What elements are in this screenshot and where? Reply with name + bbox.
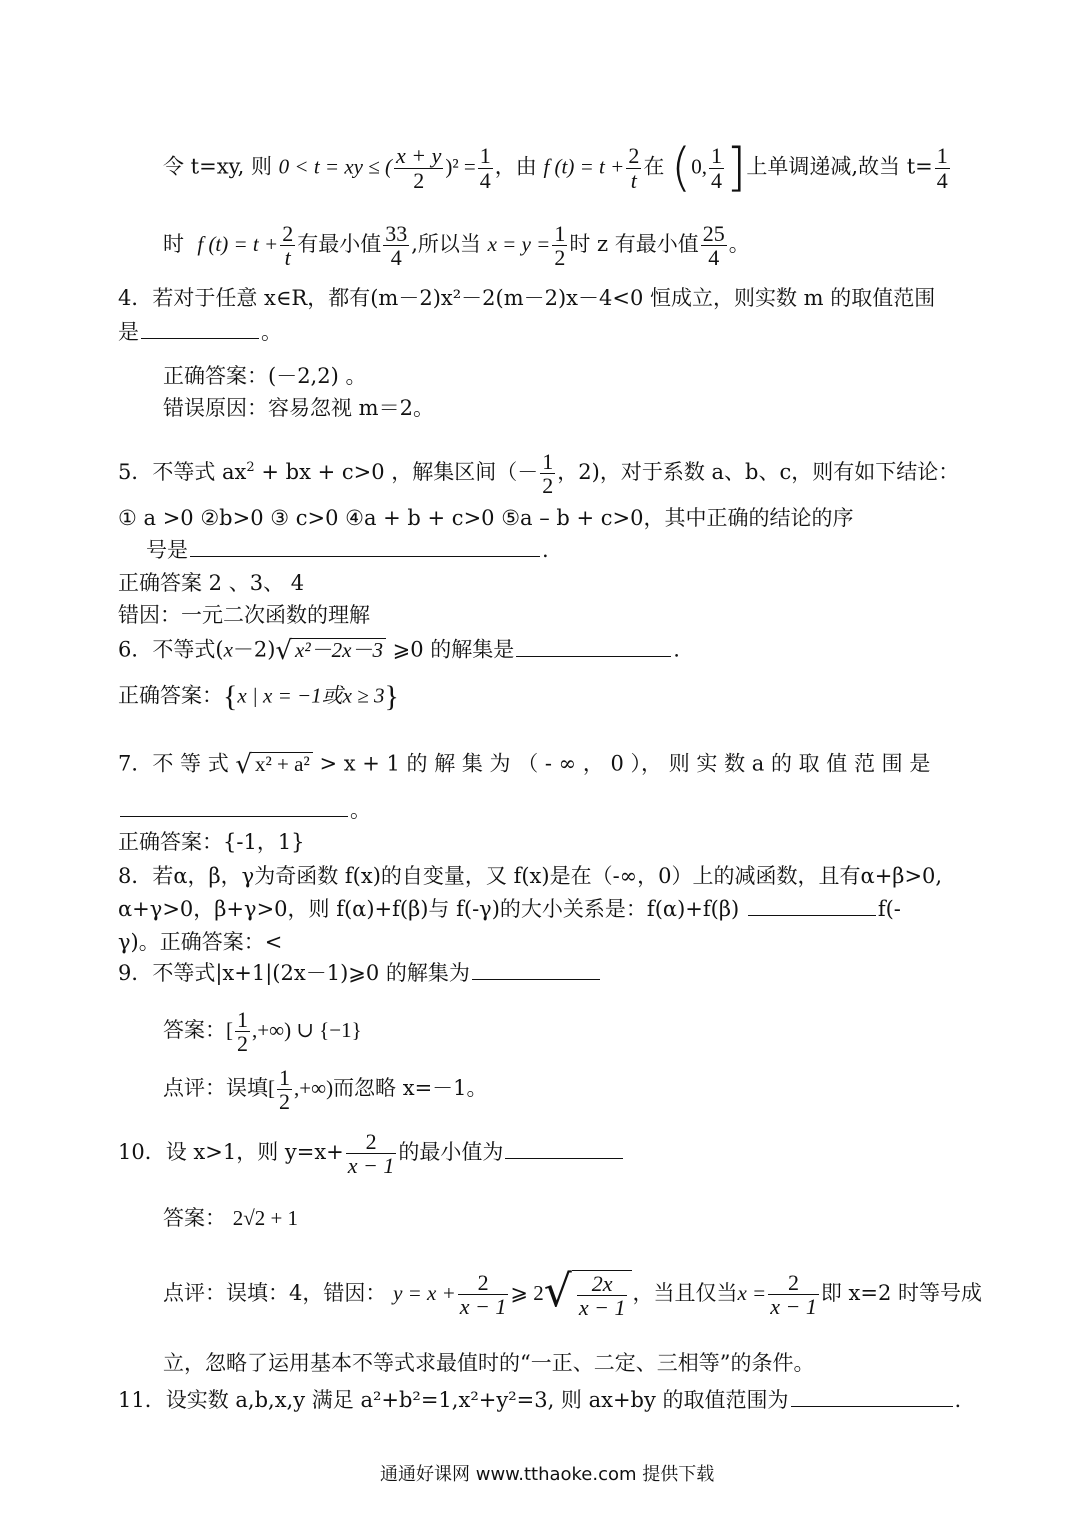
q3-text: 有最小值: [297, 232, 382, 257]
q3-math: x = y =: [487, 232, 551, 257]
answer-blank: [748, 914, 876, 916]
q3-function: f (t) = t +: [197, 232, 279, 257]
page-footer: 通通好课网 www.tthaoke.com 提供下载: [380, 1464, 715, 1485]
q3-fraction: $\frac{25}{4}$: [702, 221, 725, 271]
q8-line3: γ)。正确答案：<: [118, 930, 283, 954]
q3-fraction: $\frac{x + y}{2}$: [396, 143, 442, 193]
q5-line1: 5．不等式 $ax^2$ + bx + c>0 ，解集区间（－ $\frac{1}{2}$ ，2)，对于系数 a、b、c，则有如下结论：: [118, 449, 960, 499]
q4-line2: 是 。: [118, 320, 282, 344]
q9-fraction: $\frac{1}{2}$: [279, 1065, 290, 1115]
q5-reason: 错因：一元二次函数的理解: [118, 603, 370, 627]
q3-fraction: $\frac{1}{4}$: [711, 143, 723, 193]
q10-sqrt: √ $\frac{2x}{x - 1}$: [544, 1270, 633, 1319]
q3-math: 0 < t = xy ≤ (: [278, 154, 393, 179]
q8-line2: α+γ>0，β+γ>0，则 f(α)+f(β)与 f(-γ)的大小关系是：f(α)+f(β) f(-: [118, 897, 901, 921]
q3-line1: [163, 138, 952, 198]
q5-answer: 正确答案 2 、3、 4: [118, 571, 305, 595]
q5-line3: 号是 .: [146, 538, 549, 562]
q10-comment-line2: 立，忽略了运用基本不等式求最值时的“一正、二定、三相等”的条件。: [163, 1351, 815, 1375]
q3-fraction: $\frac{2}{t}$: [628, 143, 640, 193]
q6-answer: 正确答案：{x | x = −1或x ≥ 3}: [118, 680, 399, 713]
q3-text: 令 t=xy, 则: [163, 154, 272, 179]
q3-right-bracket: ]: [726, 138, 747, 198]
q9-line1: 9．不等式|x+1|(2x－1)⩾0 的解集为: [118, 963, 602, 984]
q10-fraction: $\frac{2}{x - 1}$: [770, 1270, 817, 1320]
q3-fraction: $\frac{33}{4}$: [385, 221, 408, 271]
q3-interval: 0,: [691, 154, 708, 179]
q7-answer: 正确答案：{-1，1}: [118, 830, 305, 854]
q3-text: 时: [163, 232, 184, 257]
q10-answer-value: 2√2 + 1: [232, 1206, 299, 1230]
answer-blank: [505, 1157, 623, 1159]
q5-fraction: $\frac{1}{2}$: [542, 449, 554, 499]
q4-reason: 错误原因：容易忽视 m＝2。: [163, 396, 434, 420]
q8-line1: 8．若α，β，γ为奇函数 f(x)的自变量，又 f(x)是在（-∞，0）上的减函数，且有α+β>0,: [118, 864, 943, 888]
q3-fraction: $\frac{1}{2}$: [554, 221, 566, 271]
q3-fraction: $\frac{2}{t}$: [282, 221, 294, 271]
q11-line: 11．设实数 a,b,x,y 满足 a²+b²=1,x²+y²=3, 则 ax+by 的取值范围为 .: [118, 1388, 962, 1412]
q3-left-paren: (: [671, 138, 692, 198]
q10-fraction: $\frac{2}{x - 1}$: [459, 1270, 507, 1320]
answer-blank: [141, 337, 259, 339]
q5-line2: ① a >0 ②b>0 ③ c>0 ④a + b + c>0 ⑤a – b + c>0，其中正确的结论的序: [118, 506, 854, 530]
q3-text: 上单调递减,故当 t=: [746, 154, 933, 179]
q7-sqrt: √ x² + a²: [235, 752, 312, 778]
q10-fraction: $\frac{2}{x - 1}$: [347, 1129, 395, 1179]
q9-fraction: $\frac{1}{2}$: [237, 1007, 248, 1057]
q3-fraction: $\frac{1}{4}$: [479, 143, 491, 193]
answer-blank: [120, 815, 348, 817]
answer-blank: [791, 1405, 953, 1407]
answer-blank: [472, 978, 600, 980]
q7-line1: 7．不 等 式 √ x² + a² > x + 1 的 解 集 为 （ - ∞ ， 0 ）， 则 实 数 a 的 取 值 范 围 是: [118, 750, 931, 780]
q3-text: ，由: [494, 154, 537, 179]
q3-math: )² =: [445, 154, 476, 179]
q3-fraction: $\frac{1}{4}$: [936, 143, 948, 193]
q6-sqrt: √ x²－2x－3: [275, 638, 386, 664]
q9-answer: 答案：[ $\frac{1}{2}$ ,+∞) ∪ {−1}: [163, 1007, 362, 1057]
answer-blank: [516, 655, 671, 657]
q10-line1: 10．设 x>1，则 y=x+ $\frac{2}{x - 1}$ 的最小值为: [118, 1130, 625, 1177]
q3-line2: [163, 222, 750, 269]
q9-comment: 点评：误填[ $\frac{1}{2}$ ,+∞)而忽略 x=－1。: [163, 1065, 488, 1115]
q6-answer-set: x | x = −1或x ≥ 3: [237, 683, 385, 708]
q3-function: f (t) = t +: [543, 154, 625, 179]
q6-line: 6．不等式(x－2)√ x²－2x－3 ⩾0 的解集是 .: [118, 636, 680, 666]
q3-text: 在: [643, 154, 665, 179]
q3-text: ,所以当: [411, 232, 481, 257]
q10-comment: 点评：误填：4，错因： y = x + $\frac{2}{x - 1}$ ⩾ 2√ $\frac{2x}{x - 1}$ ，当且仅当x = $\frac{2}{x - 1}$ 即 x=2 时等号成: [163, 1266, 982, 1321]
q3-text: 时 z 有最小值: [569, 232, 699, 257]
answer-blank: [190, 555, 540, 557]
q4-answer: 正确答案：(－2,2) 。: [163, 364, 367, 388]
q3-text: 。: [728, 232, 750, 257]
q7-line2: 。: [118, 800, 371, 821]
q4-line1: 4．若对于任意 x∈R，都有(m－2)x²－2(m－2)x－4<0 恒成立，则实数 m 的取值范围: [118, 286, 936, 310]
q10-answer: 答案： 2√2 + 1: [163, 1206, 299, 1230]
